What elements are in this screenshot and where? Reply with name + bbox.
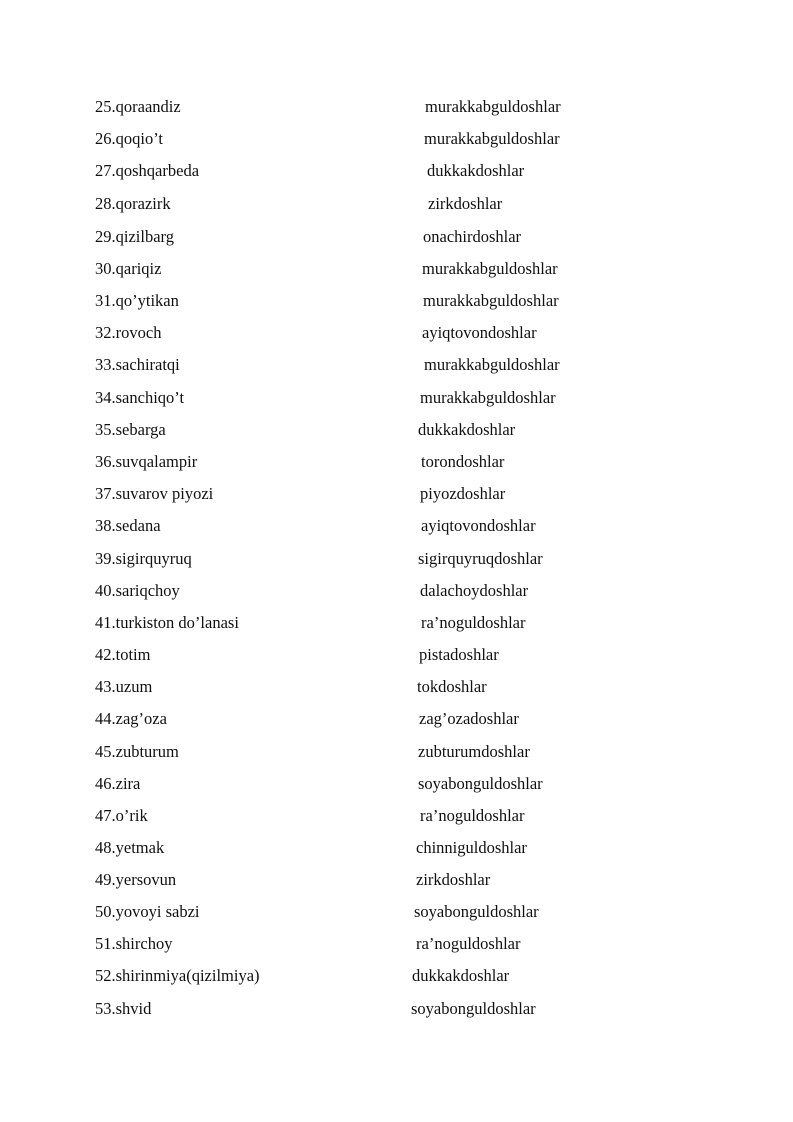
plant-name: 49.yersovun	[95, 870, 177, 889]
plant-name: 51.shirchoy	[95, 934, 173, 953]
plant-family: murakkabguldoshlar	[423, 291, 559, 310]
plant-family: zubturumdoshlar	[418, 742, 530, 761]
plant-family: dukkakdoshlar	[418, 420, 516, 439]
plant-family: soyabonguldoshlar	[418, 774, 543, 793]
plant-name: 33.sachiratqi	[95, 355, 180, 374]
plant-family: murakkabguldoshlar	[424, 129, 560, 148]
plant-name: 31.qo’ytikan	[95, 291, 179, 310]
list-item	[0, 677, 793, 709]
plant-family: sigirquyruqdoshlar	[418, 549, 543, 568]
plant-family: zirkdoshlar	[428, 194, 503, 213]
list-item	[0, 966, 793, 998]
list-item	[0, 259, 793, 291]
plant-family: onachirdoshlar	[423, 227, 522, 246]
list-item	[0, 581, 793, 613]
plant-name: 34.sanchiqo’t	[95, 388, 185, 407]
plant-name: 44.zag’oza	[95, 709, 167, 728]
list-item	[0, 549, 793, 581]
plant-family: murakkabguldoshlar	[424, 355, 560, 374]
plant-family: soyabonguldoshlar	[414, 902, 539, 921]
plant-name: 28.qorazirk	[95, 194, 171, 213]
plant-family: murakkabguldoshlar	[425, 97, 561, 116]
plant-family: dukkakdoshlar	[427, 161, 525, 180]
plant-family: zag’ozadoshlar	[419, 709, 519, 728]
list-item	[0, 420, 793, 452]
list-item	[0, 291, 793, 323]
plant-name: 45.zubturum	[95, 742, 179, 761]
plant-name: 48.yetmak	[95, 838, 165, 857]
plant-family: murakkabguldoshlar	[420, 388, 556, 407]
list-item	[0, 645, 793, 677]
plant-name: 36.suvqalampir	[95, 452, 198, 471]
list-item	[0, 806, 793, 838]
list-item	[0, 355, 793, 387]
list-item	[0, 902, 793, 934]
list-item	[0, 194, 793, 226]
list-item	[0, 97, 793, 129]
plant-family: piyozdoshlar	[420, 484, 506, 503]
plant-name: 47.o’rik	[95, 806, 148, 825]
plant-family: dukkakdoshlar	[412, 966, 510, 985]
list-item	[0, 870, 793, 902]
plant-family: zirkdoshlar	[416, 870, 491, 889]
plant-family: murakkabguldoshlar	[422, 259, 558, 278]
plant-name: 25.qoraandiz	[95, 97, 181, 116]
plant-name: 43.uzum	[95, 677, 153, 696]
list-item	[0, 484, 793, 516]
plant-name: 46.zira	[95, 774, 141, 793]
plant-family: ra’noguldoshlar	[416, 934, 521, 953]
list-item	[0, 999, 793, 1031]
plant-family: chinniguldoshlar	[416, 838, 527, 857]
plant-name: 30.qariqiz	[95, 259, 162, 278]
plant-name: 39.sigirquyruq	[95, 549, 192, 568]
plant-name: 27.qoshqarbeda	[95, 161, 200, 180]
list-item	[0, 516, 793, 548]
plant-family: soyabonguldoshlar	[411, 999, 536, 1018]
plant-name: 53.shvid	[95, 999, 152, 1018]
plant-name: 40.sariqchoy	[95, 581, 180, 600]
plant-name: 38.sedana	[95, 516, 161, 535]
list-item	[0, 838, 793, 870]
plant-name: 32.rovoch	[95, 323, 162, 342]
plant-family: ayiqtovondoshlar	[421, 516, 536, 535]
plant-name: 42.totim	[95, 645, 151, 664]
list-item	[0, 774, 793, 806]
plant-name: 37.suvarov piyozi	[95, 484, 214, 503]
plant-name: 29.qizilbarg	[95, 227, 174, 246]
plant-name: 26.qoqio’t	[95, 129, 163, 148]
plant-name: 41.turkiston do’lanasi	[95, 613, 239, 632]
list-item	[0, 161, 793, 193]
plant-family: ra’noguldoshlar	[420, 806, 525, 825]
list-item	[0, 934, 793, 966]
list-item	[0, 227, 793, 259]
plant-name: 50.yovoyi sabzi	[95, 902, 200, 921]
plant-family: torondoshlar	[421, 452, 505, 471]
list-item	[0, 323, 793, 355]
list-item	[0, 129, 793, 161]
plant-family: ra’noguldoshlar	[421, 613, 526, 632]
plant-family: dalachoydoshlar	[420, 581, 529, 600]
plant-name: 35.sebarga	[95, 420, 166, 439]
list-item	[0, 709, 793, 741]
list-item	[0, 388, 793, 420]
list-item	[0, 613, 793, 645]
list-item	[0, 742, 793, 774]
plant-family: ayiqtovondoshlar	[422, 323, 537, 342]
list-item	[0, 452, 793, 484]
plant-family: pistadoshlar	[419, 645, 499, 664]
plant-name: 52.shirinmiya(qizilmiya)	[95, 966, 260, 985]
plant-family: tokdoshlar	[417, 677, 487, 696]
